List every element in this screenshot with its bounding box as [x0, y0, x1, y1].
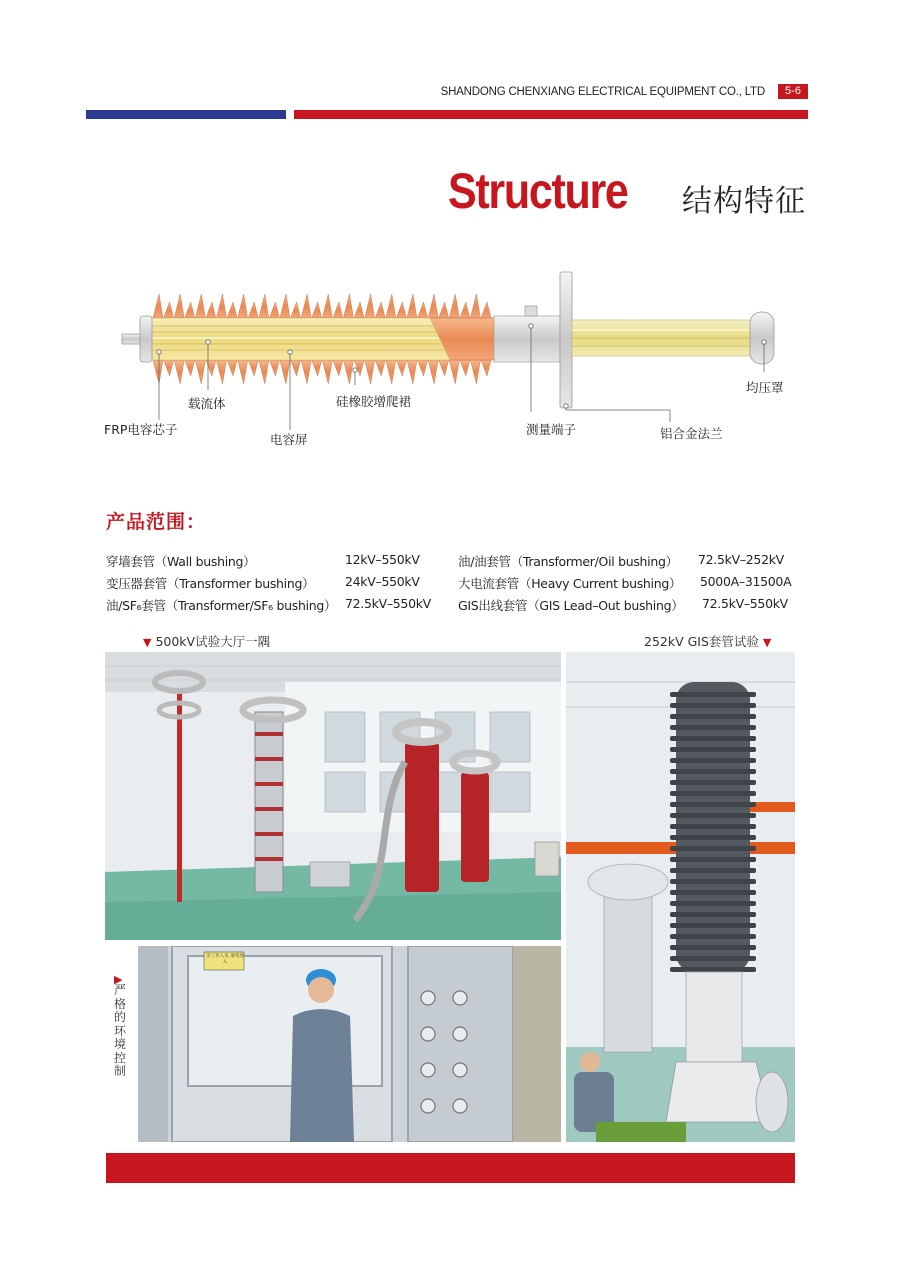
shed-top	[153, 294, 163, 318]
label-frp-core: FRP电容芯子	[104, 422, 178, 437]
product-oil-bushing-range: 72.5kV–252kV	[698, 552, 784, 567]
caption-environment-control: 严 格 的 环 境 控 制	[113, 983, 126, 1078]
shed-bottom	[312, 360, 322, 376]
shed-top	[248, 302, 258, 318]
gis-test-illustration	[566, 652, 795, 1142]
shed-top	[333, 302, 343, 318]
shed-bottom	[396, 360, 406, 376]
product-gis-bushing-range: 72.5kV–550kV	[702, 596, 788, 611]
shed-bottom	[206, 360, 216, 376]
shed-top	[322, 294, 332, 318]
shed-top	[418, 302, 428, 318]
shed-top	[206, 302, 216, 318]
gis-shed	[670, 802, 756, 807]
shed-top	[312, 302, 322, 318]
shed-top	[301, 294, 311, 318]
label-test-tap: 测量端子	[526, 422, 577, 437]
shed-top	[449, 294, 459, 318]
label-conductor: 载流体	[188, 396, 226, 411]
label-flange: 铝合金法兰	[660, 426, 723, 441]
shed-top	[343, 294, 353, 318]
product-gis-bushing: GIS出线套管（GIS Lead–Out bushing）	[458, 598, 684, 613]
caption-test-hall	[143, 632, 270, 650]
company-name: SHANDONG CHENXIANG ELECTRICAL EQUIPMENT CO., LTD	[440, 86, 765, 98]
shed-top	[185, 302, 195, 318]
gis-shed	[670, 890, 756, 895]
shed-top	[365, 294, 375, 318]
shed-bottom	[428, 360, 438, 384]
shed-top	[227, 302, 237, 318]
clean-room-sign: 非工作人员 请勿进入	[206, 954, 244, 965]
shed-bottom	[216, 360, 226, 384]
gis-shed	[670, 835, 756, 840]
shed-bottom	[301, 360, 311, 384]
product-heavy-current-bushing: 大电流套管（Heavy Current bushing）	[458, 576, 682, 591]
shed-bottom	[333, 360, 343, 376]
shed-top	[280, 294, 290, 318]
shed-bottom	[164, 360, 174, 376]
shed-bottom	[343, 360, 353, 384]
label-silicone-sheds: 硅橡胶增爬裙	[336, 394, 412, 409]
gis-shed	[670, 956, 756, 961]
shed-top	[386, 294, 396, 318]
shed-bottom	[238, 360, 248, 384]
shed-top	[269, 302, 279, 318]
shed-top	[216, 294, 226, 318]
shed-bottom	[365, 360, 375, 384]
shed-top	[164, 302, 174, 318]
caption-test-hall-text: 500kV试验大厅一隅	[155, 634, 271, 649]
shed-bottom	[174, 360, 184, 384]
shed-bottom	[418, 360, 428, 376]
shed-bottom	[280, 360, 290, 384]
product-wall-bushing: 穿墙套管（Wall bushing）	[106, 554, 256, 569]
gis-shed	[670, 758, 756, 763]
product-sf6-bushing-range: 72.5kV–550kV	[345, 596, 431, 611]
product-transformer-bushing-range: 24kV–550kV	[345, 574, 420, 589]
shed-top	[259, 294, 269, 318]
gis-shed	[670, 868, 756, 873]
shed-bottom	[375, 360, 385, 376]
title-english: Structure	[448, 163, 628, 219]
caption-gis-test-text: 252kV GIS套管试验	[644, 634, 759, 649]
caption-gis-test	[644, 632, 771, 650]
shed-top	[375, 302, 385, 318]
gis-shed	[670, 967, 756, 972]
bushing-structure-diagram	[100, 260, 820, 460]
shed-bottom	[481, 360, 491, 376]
gis-shed	[670, 934, 756, 939]
shed-top	[407, 294, 417, 318]
product-transformer-bushing: 变压器套管（Transformer bushing）	[106, 576, 315, 591]
gis-shed	[670, 769, 756, 774]
gis-shed	[670, 780, 756, 785]
shed-bottom	[259, 360, 269, 384]
shed-bottom	[407, 360, 417, 384]
shed-bottom	[291, 360, 301, 376]
product-heavy-current-bushing-range: 5000A–31500A	[700, 574, 792, 589]
triangle-right-icon: ▶	[114, 974, 123, 986]
shed-bottom	[185, 360, 195, 376]
product-oil-bushing: 油/油套管（Transformer/Oil bushing）	[458, 554, 678, 569]
gis-shed	[670, 725, 756, 730]
gis-shed	[670, 813, 756, 818]
shed-bottom	[322, 360, 332, 384]
gis-shed	[670, 945, 756, 950]
footer-bar	[106, 1153, 795, 1183]
triangle-down-icon: ▼	[143, 636, 152, 649]
shed-bottom	[449, 360, 459, 384]
gis-shed	[670, 824, 756, 829]
gis-shed	[670, 901, 756, 906]
gis-shed	[670, 923, 756, 928]
product-sf6-bushing: 油/SF₆套管（Transformer/SF₆ bushing）	[106, 598, 337, 613]
header-bar-red	[294, 110, 808, 119]
gis-shed	[670, 879, 756, 884]
photo-clean-room	[138, 946, 561, 1142]
test-hall-illustration	[105, 652, 561, 940]
gis-shed	[670, 736, 756, 741]
clean-room-illustration	[138, 946, 561, 1142]
shed-top	[481, 302, 491, 318]
gis-shed	[670, 703, 756, 708]
gis-shed	[670, 791, 756, 796]
label-shield: 均压罩	[746, 380, 784, 395]
shed-bottom	[269, 360, 279, 376]
gis-shed	[670, 747, 756, 752]
gis-shed	[670, 846, 756, 851]
shed-top	[428, 294, 438, 318]
product-wall-bushing-range: 12kV–550kV	[345, 552, 420, 567]
shed-bottom	[227, 360, 237, 376]
shed-top	[291, 302, 301, 318]
shed-top	[439, 302, 449, 318]
shed-top	[470, 294, 480, 318]
triangle-down-icon: ▼	[762, 636, 772, 649]
shed-bottom	[248, 360, 258, 376]
photo-gis-test	[566, 652, 795, 1142]
label-capacitor-screen: 电容屏	[270, 432, 308, 447]
shed-top	[174, 294, 184, 318]
shed-top	[238, 294, 248, 318]
photo-test-hall	[105, 652, 561, 940]
product-range-title: 产品范围：	[106, 511, 207, 533]
shed-bottom	[195, 360, 205, 384]
shed-bottom	[153, 360, 163, 384]
shed-top	[354, 302, 364, 318]
page-number: 5-6	[778, 84, 808, 99]
shed-bottom	[460, 360, 470, 376]
gis-shed	[670, 714, 756, 719]
shed-bottom	[470, 360, 480, 384]
header-bar-blue	[86, 110, 286, 119]
gis-shed	[670, 912, 756, 917]
shed-bottom	[386, 360, 396, 384]
shed-top	[460, 302, 470, 318]
shed-top	[195, 294, 205, 318]
gis-shed	[670, 692, 756, 697]
shed-top	[396, 302, 406, 318]
shed-bottom	[439, 360, 449, 376]
title-chinese: 结构特征	[682, 184, 806, 219]
gis-shed	[670, 857, 756, 862]
